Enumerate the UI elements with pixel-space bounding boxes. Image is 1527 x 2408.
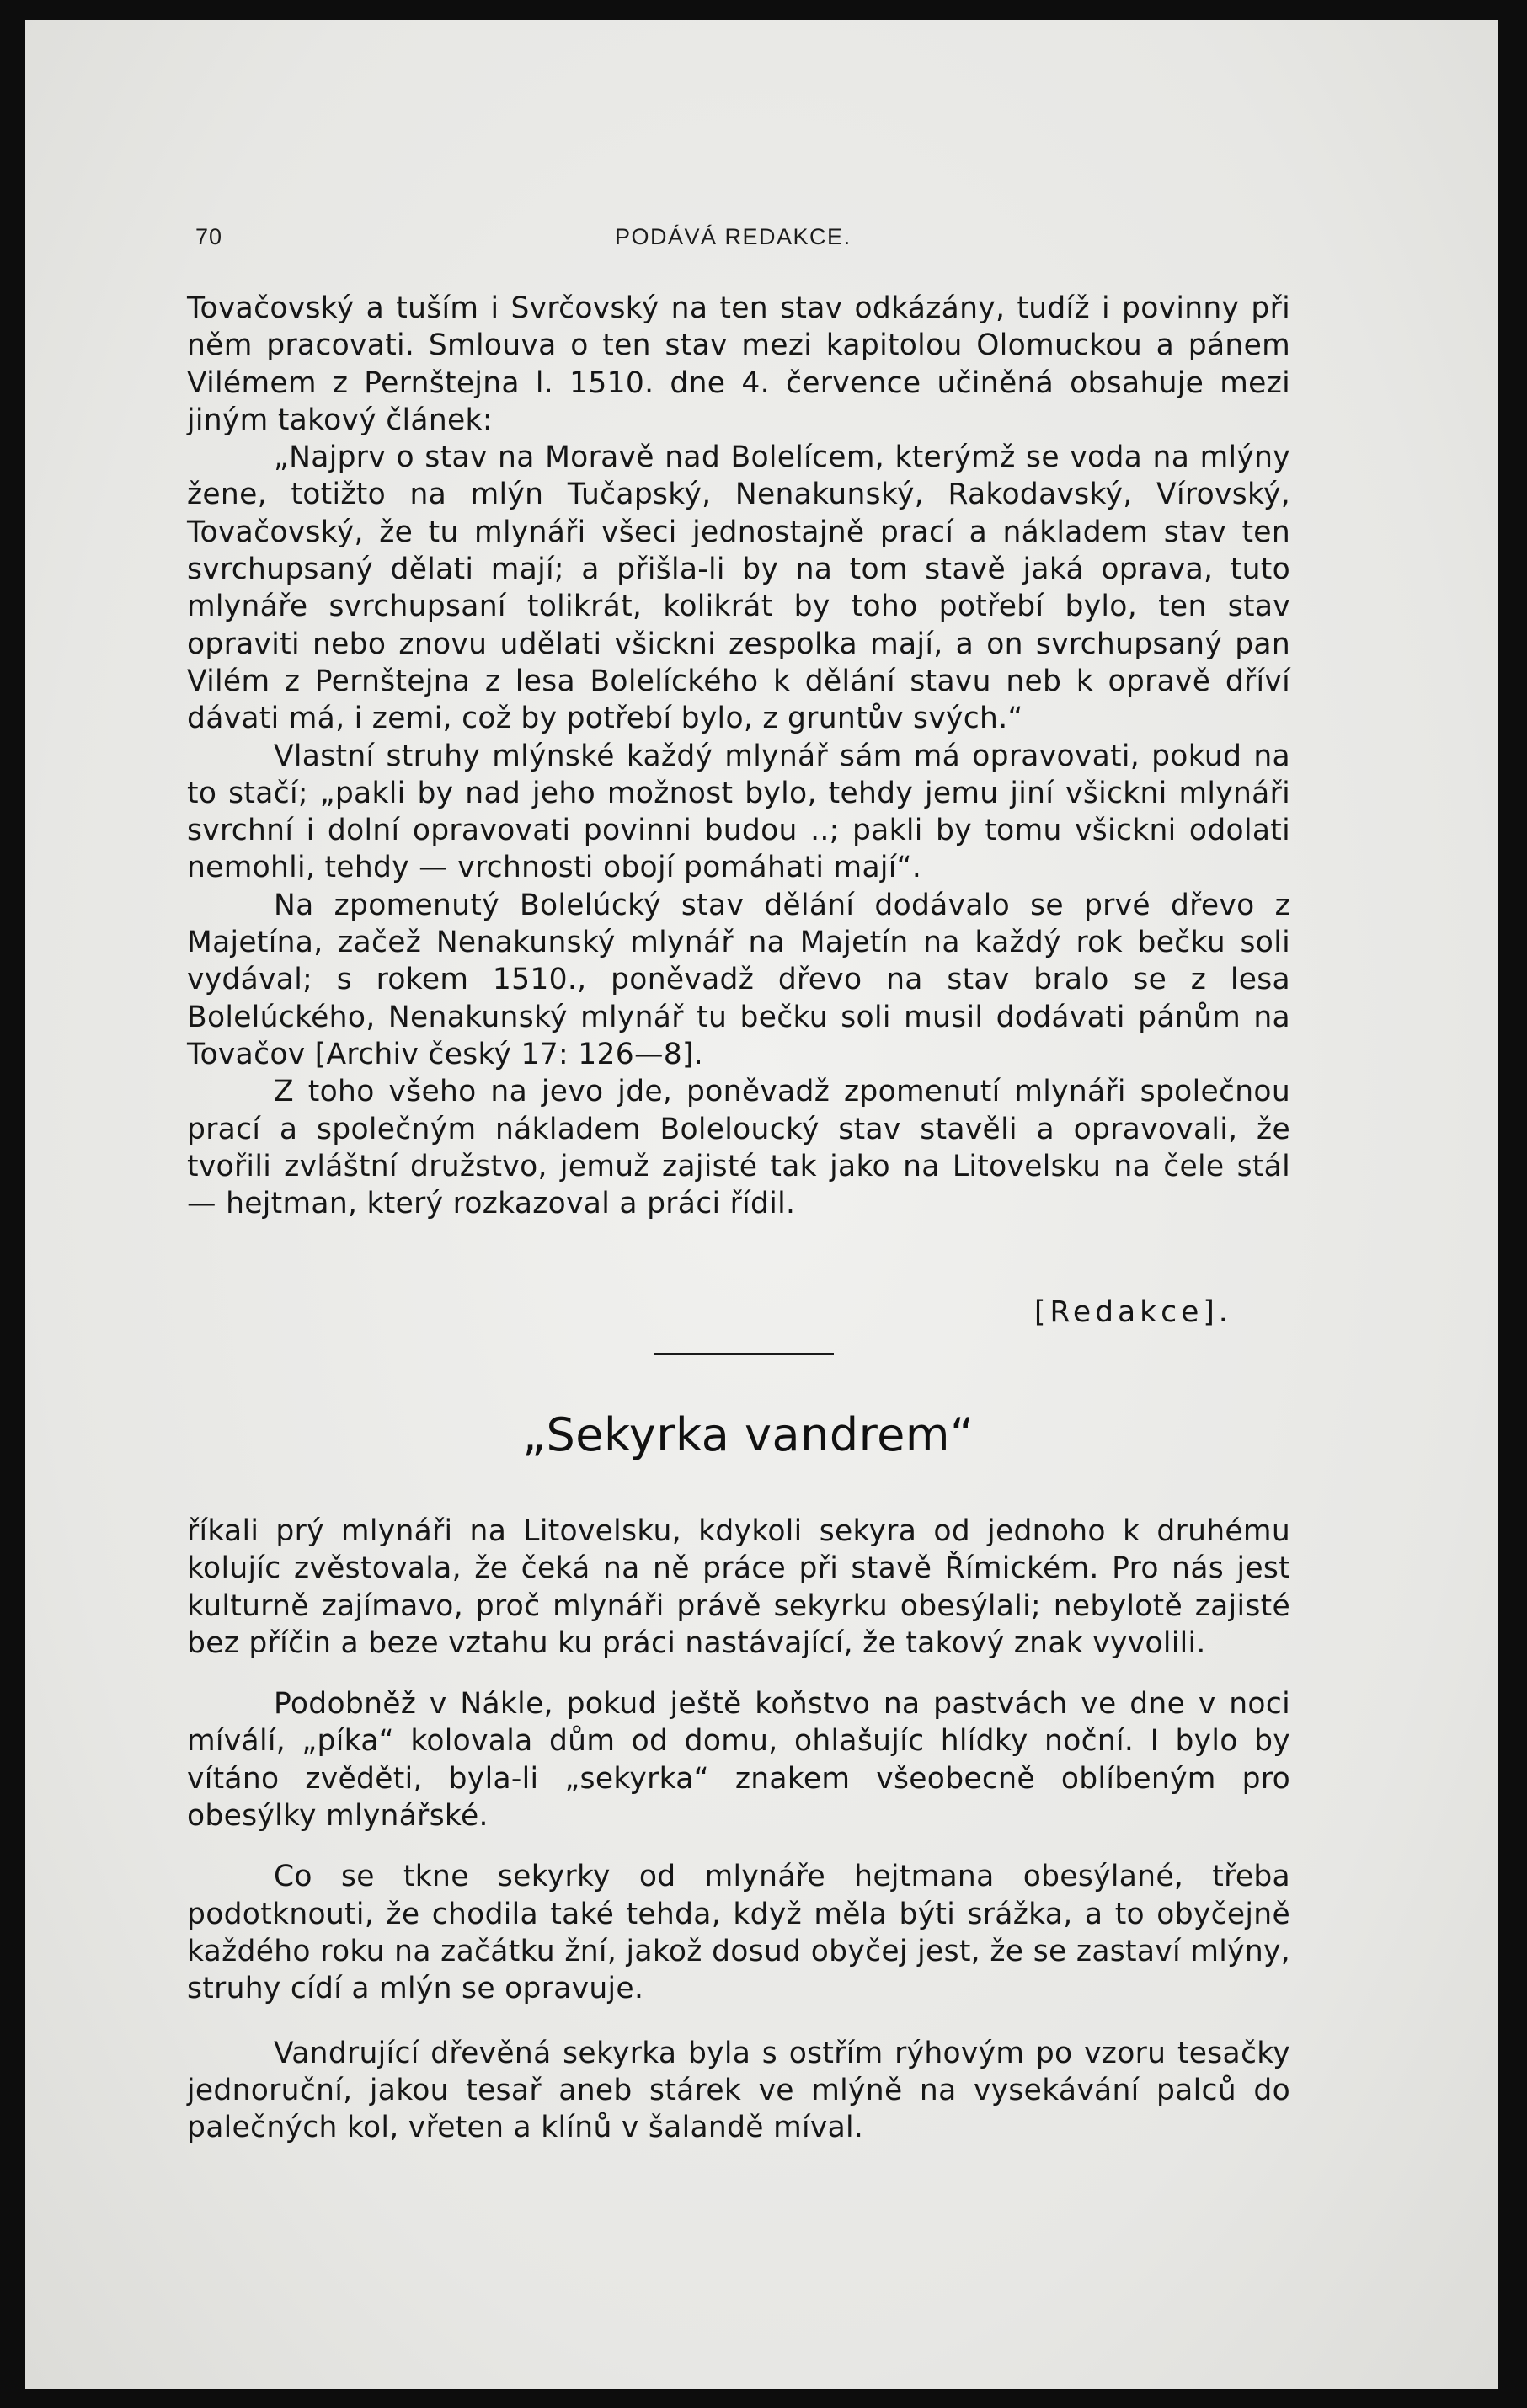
paragraph: říkali prý mlynáři na Litovelsku, kdykoli sekyra od jednoho k druhému kolujíc zvěstovala, že čeká na ně práce při stavě Římickém. Pro nás jest kulturně zajímavo, proč mlynáři právě sekyrku obesýlali; nebylotě zajisté bez příčin a beze vztahu ku práci nastávající, že takový znak vyvolili.: [187, 1514, 1290, 1660]
paragraph: Tovačovský a tuším i Svrčovský na ten stav odkázány, tudíž i povinny při něm pracovati. Smlouva o ten stav mezi kapitolou Olomuckou a pánem Vilémem z Pernštejna l. 1510. dne 4. července učiněná obsahuje mezi jiným takový článek:: [187, 291, 1290, 437]
paragraph: Vlastní struhy mlýnské každý mlynář sám má opravovati, pokud na to stačí; „pakli by nad jeho možnost bylo, tehdy jemu jiní všickni mlynáři svrchní i dolní opravovati povinni budou ..; pakli by tomu všickni odolati nemohli, tehdy — vrchnosti obojí pomáhati mají“.: [187, 739, 1290, 885]
paragraph: Z toho všeho na jevo jde, poněvadž zpomenutí mlynáři společnou prací a společným nákladem Boleloucký stav stavěli a opravovali, že tvořili zvláštní družstvo, jemuž zajisté tak jako na Litovelsku na čele stál — hejtman, který rozkazoval a práci řídil.: [187, 1075, 1290, 1221]
article-body-2: [187, 1513, 1290, 2146]
paragraph: Vandrující dřevěná sekyrka byla s ostřím rýhovým po vzoru tesačky jednoruční, jakou tesař aneb stárek ve mlýně na vysekávání palců do palečných kol, vřeten a klínů v šalandě míval.: [187, 2036, 1290, 2145]
running-head: PODÁVÁ REDAKCE.: [615, 224, 852, 249]
quotation-paragraph: „Najprv o stav na Moravě nad Bolelícem, kterýmž se voda na mlýny žene, totižto na mlýn Tučapský, Nenakunský, Rakodavský, Vírovský, Tovačovský, že tu mlynáři všeci jednostajně prací a nákladem stav ten svrchupsaný dělati mají; a přišla-li by na tom stavě jaká oprava, tuto mlynáře svrchupsaní tolikrát, kolikrát by toho potřebí bylo, ten stav opraviti nebo znovu udělati všickni zespolka mají, a on svrchupsaný pan Vilém z Pernštejna z lesa Bolelíckého k dělání stavu neb k opravě dříví dávati má, i zemi, což by potřebí bylo, z gruntův svých.“: [187, 440, 1290, 736]
section-title: „Sekyrka vandrem“: [522, 1408, 974, 1461]
article-body-1: [187, 290, 1290, 1222]
section-divider: [654, 1353, 834, 1355]
paragraph: Na zpomenutý Bolelúcký stav dělání dodávalo se prvé dřevo z Majetína, začež Nenakunský mlynář na Majetín na každý rok bečku soli vydával; s rokem 1510., poněvadž dřevo na stav bralo se z lesa Bolelúckého, Nenakunský mlynář tu bečku soli musil dodávati pánům na Tovačov [Archiv český 17: 126—8].: [187, 888, 1290, 1071]
page-number: 70: [195, 224, 223, 249]
paragraph: Co se tkne sekyrky od mlynáře hejtmana obesýlané, třeba podotknouti, že chodila také tehda, když měla býti srážka, a to obyčejně každého roku na začátku žní, jakož dosud obyčej jest, že se zastaví mlýny, struhy cídí a mlýn se opravuje.: [187, 1860, 1290, 2006]
paragraph: Podobněž v Nákle, pokud ještě koňstvo na pastvách ve dne v noci míválí, „píka“ kolovala dům od domu, ohlašujíc hlídky noční. I bylo by vítáno zvěděti, byla-li „sekyrka“ znakem všeobecně oblíbeným pro obesýlky mlynářské.: [187, 1687, 1290, 1834]
paragraph-gap: [187, 2008, 1290, 2035]
page-header: [195, 224, 1290, 258]
paragraph-gap: [187, 1834, 1290, 1858]
editor-signature: [Redakce].: [1034, 1295, 1232, 1329]
paragraph-gap: [187, 1662, 1290, 1685]
